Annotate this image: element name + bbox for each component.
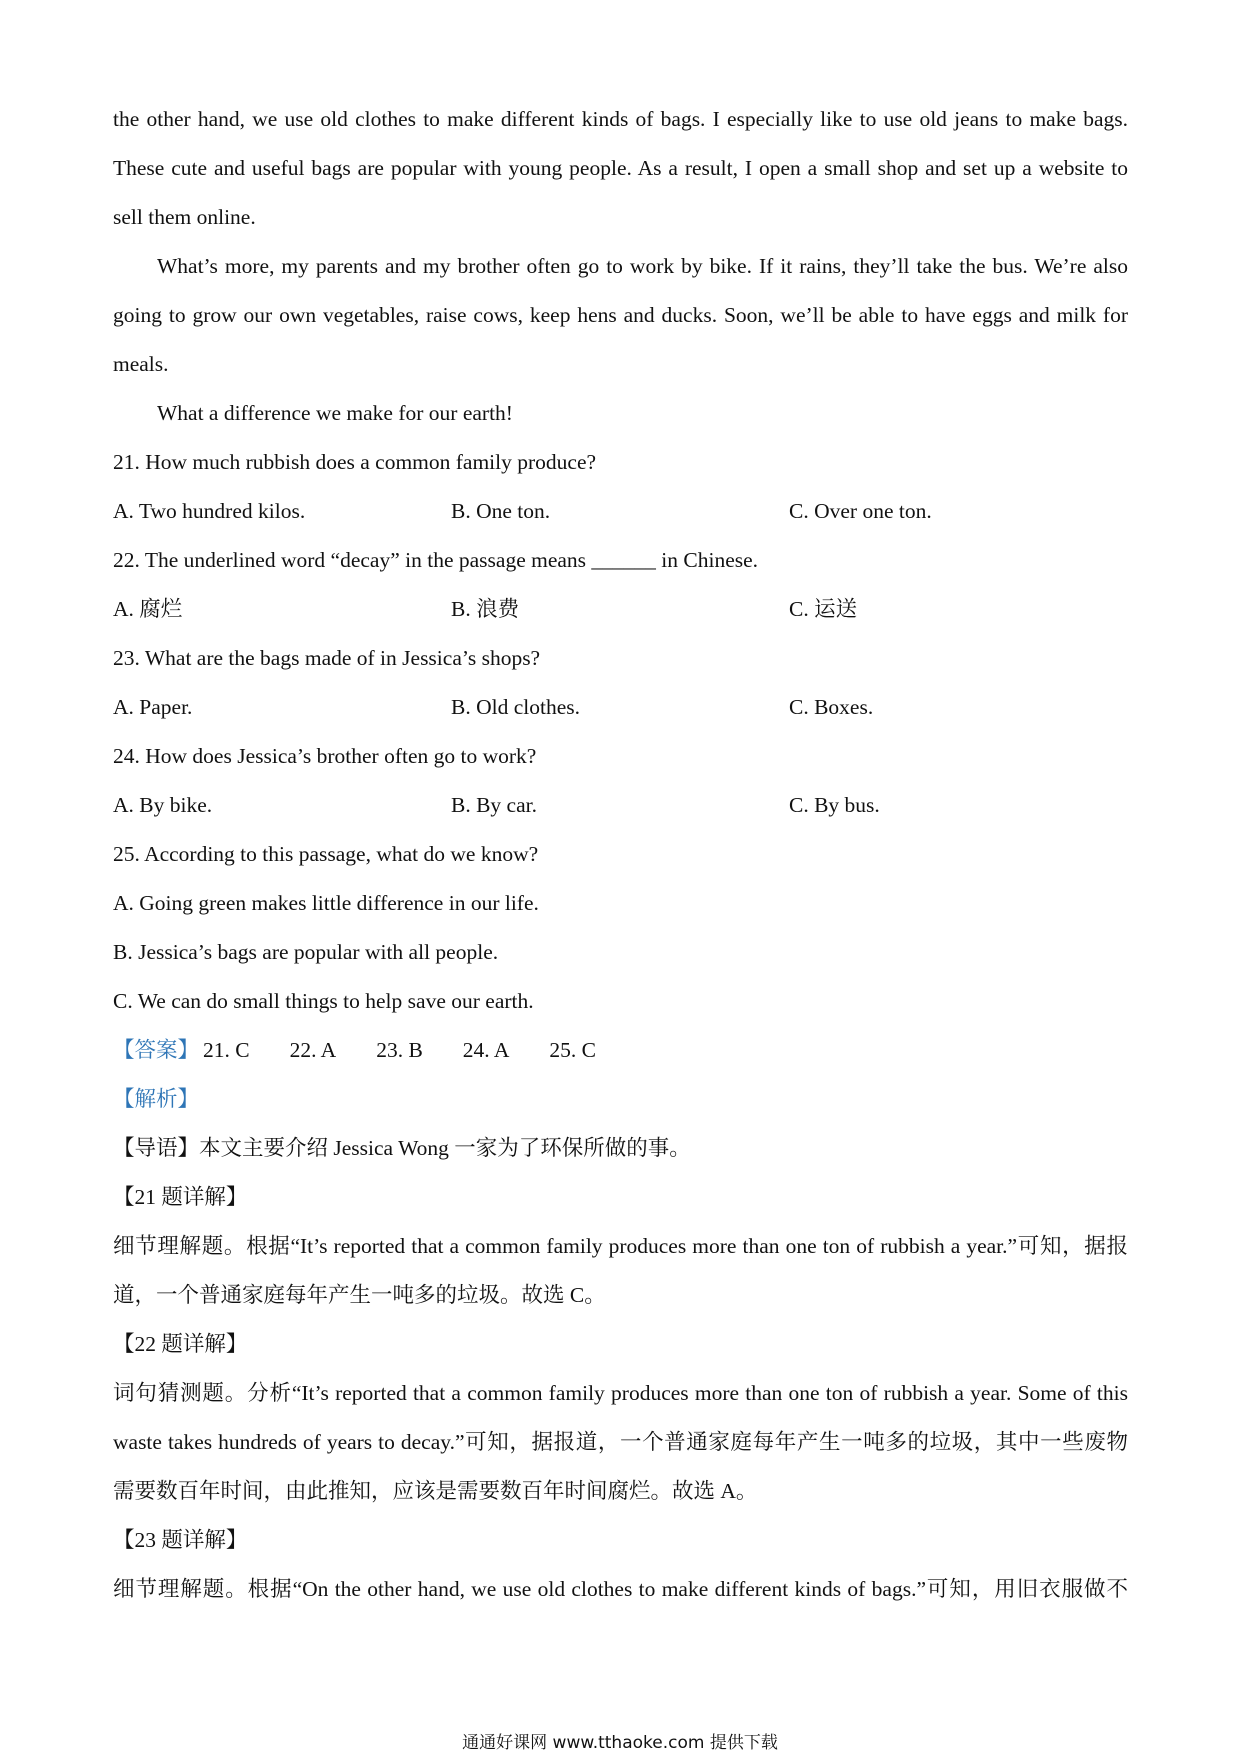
passage-line: What a difference we make for our earth! [157, 401, 513, 425]
document-page [113, 95, 1128, 1614]
option-b: B. 浪费 [451, 597, 520, 621]
answer-item: 24. A [462, 1038, 510, 1062]
passage-line: going to grow our own vegetables, raise cows, keep hens and ducks. Soon, we’ll be able to have eggs and milk for [113, 303, 1128, 327]
option-b: B. Old clothes. [451, 695, 580, 719]
answer-tag: 【答案】 [113, 1038, 200, 1062]
answer-item: 25. C [549, 1038, 596, 1062]
question-options [113, 781, 1128, 830]
question-stem: 25. According to this passage, what do we know? [113, 842, 539, 866]
option-a: A. Going green makes little difference in our life. [113, 891, 539, 915]
option-b: B. Jessica’s bags are popular with all people. [113, 940, 499, 964]
detail-line: 需要数百年时间，由此推知，应该是需要数百年时间腐烂。故选 A。 [113, 1479, 758, 1503]
detail-line: 细节理解题。根据“It’s reported that a common family produces more than one ton of rubbish a year.”可知，据报 [113, 1234, 1128, 1258]
question-stem: 23. What are the bags made of in Jessica’s shops? [113, 646, 541, 670]
option-a: A. Paper. [113, 695, 193, 719]
detail-heading-22: 【22 题详解】 [113, 1332, 248, 1356]
detail-line: waste takes hundreds of years to decay.”可知，据报道，一个普通家庭每年产生一吨多的垃圾，其中一些废物 [113, 1430, 1128, 1454]
option-b: B. By car. [451, 793, 537, 817]
analysis-tag: 【解析】 [113, 1087, 200, 1111]
option-c: C. 运送 [789, 597, 858, 621]
detail-heading-21: 【21 题详解】 [113, 1185, 248, 1209]
option-c: C. Boxes. [789, 695, 874, 719]
passage-line: These cute and useful bags are popular with young people. As a result, I open a small shop and set up a website to [113, 156, 1128, 180]
answer-item: 22. A [289, 1038, 337, 1062]
question-options [113, 585, 1128, 634]
answer-item: 21. C [203, 1038, 250, 1062]
option-a: A. 腐烂 [113, 597, 183, 621]
option-b: B. One ton. [451, 499, 551, 523]
detail-line: 道，一个普通家庭每年产生一吨多的垃圾。故选 C。 [113, 1283, 606, 1307]
detail-line: 词句猜测题。分析“It’s reported that a common family produces more than one ton of rubbish a year. Some of this [113, 1381, 1128, 1405]
detail-heading-23: 【23 题详解】 [113, 1528, 248, 1552]
passage-line: What’s more, my parents and my brother often go to work by bike. If it rains, they’ll take the bus. We’re also [157, 254, 1128, 278]
option-a: A. Two hundred kilos. [113, 499, 306, 523]
answer-item: 23. B [376, 1038, 423, 1062]
option-a: A. By bike. [113, 793, 213, 817]
question-options [113, 487, 1128, 536]
guide-text: 【导语】本文主要介绍 Jessica Wong 一家为了环保所做的事。 [113, 1136, 691, 1160]
question-stem: 24. How does Jessica’s brother often go to work? [113, 744, 537, 768]
answer-key [113, 1026, 1128, 1075]
passage-line: sell them online. [113, 205, 256, 229]
question-stem: 21. How much rubbish does a common family produce? [113, 450, 597, 474]
page-footer: 通通好课网 www.tthaoke.com 提供下载 [462, 1733, 778, 1753]
question-options [113, 683, 1128, 732]
option-c: C. By bus. [789, 793, 880, 817]
detail-line: 细节理解题。根据“On the other hand, we use old clothes to make different kinds of bags.”可知，用旧衣服做不 [113, 1577, 1128, 1601]
option-c: C. Over one ton. [789, 499, 932, 523]
passage-line: meals. [113, 352, 169, 376]
passage-line: the other hand, we use old clothes to make different kinds of bags. I especially like to use old jeans to make bags. [113, 107, 1128, 131]
question-stem: 22. The underlined word “decay” in the passage means ______ in Chinese. [113, 548, 759, 572]
option-c: C. We can do small things to help save our earth. [113, 989, 534, 1013]
